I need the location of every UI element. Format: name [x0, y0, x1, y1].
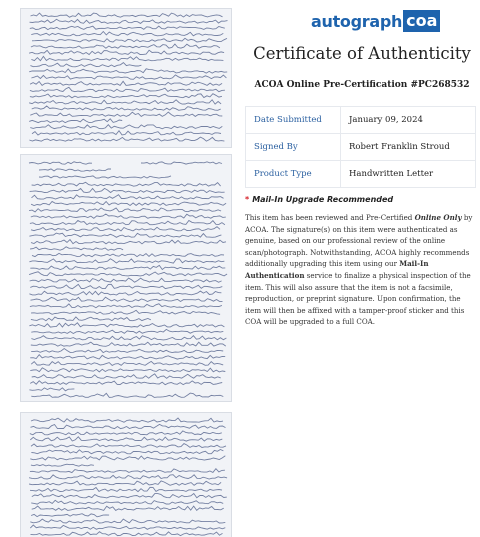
details-table	[245, 106, 476, 188]
handwriting-stroke	[31, 214, 226, 218]
handwriting-stroke	[32, 131, 221, 135]
handwriting-stroke	[31, 297, 223, 301]
handwriting-stroke	[29, 119, 122, 123]
handwriting-stroke	[30, 221, 225, 225]
letter-page-2-image[interactable]	[20, 154, 232, 402]
handwriting-stroke	[30, 278, 222, 282]
handwriting-stroke	[30, 19, 228, 23]
handwriting-stroke	[31, 424, 226, 428]
handwriting-stroke	[31, 44, 220, 48]
handwriting-stroke	[32, 106, 221, 110]
handwriting-stroke	[31, 329, 223, 333]
handwriting-stroke	[39, 176, 171, 178]
letter-page-1-image[interactable]	[20, 8, 232, 148]
handwriting-stroke	[30, 284, 222, 288]
handwriting-stroke	[29, 233, 221, 237]
certificate-title: Certificate of Authenticity	[253, 44, 471, 63]
handwriting-stroke	[30, 188, 225, 192]
upgrade-heading	[245, 195, 393, 204]
handwriting-stroke	[29, 50, 224, 54]
handwriting-stroke	[29, 323, 224, 327]
handwriting-stroke	[30, 469, 225, 473]
handwriting-stroke	[30, 81, 222, 85]
certificate-number: ACOA Online Pre-Certification #PC268532	[254, 80, 470, 90]
autographcoa-logo[interactable]	[311, 10, 440, 32]
handwriting-stroke	[31, 342, 226, 346]
details-label: Product Type	[246, 161, 341, 188]
handwriting-stroke	[29, 162, 92, 164]
letter-page-3-image[interactable]	[20, 412, 232, 537]
handwriting-stroke	[31, 444, 226, 448]
handwriting-stroke	[32, 253, 224, 256]
handwriting-stroke	[30, 368, 225, 372]
details-row-signed-by	[246, 134, 476, 161]
handwriting-stroke	[31, 13, 223, 17]
handwriting-stroke	[31, 393, 223, 397]
upgrade-description	[245, 212, 477, 328]
handwriting-stroke	[30, 431, 222, 435]
handwriting-stroke	[30, 525, 225, 529]
handwriting-stroke	[31, 336, 226, 340]
handwriting-stroke	[29, 272, 227, 276]
handwriting-stroke	[31, 500, 223, 504]
mail-in-link[interactable]: Mail-In Authentication	[245, 259, 429, 280]
handwriting-stroke	[30, 247, 123, 251]
logo-box: coa	[403, 10, 440, 32]
handwriting-stroke	[30, 26, 225, 30]
online-only-emphasis: Online Only	[414, 213, 462, 222]
handwriting-stroke	[31, 532, 223, 536]
handwriting-stroke	[31, 464, 94, 466]
details-value: Handwritten Letter	[341, 161, 476, 188]
handwriting-stroke	[29, 481, 221, 485]
handwriting-stroke	[32, 494, 227, 498]
handwriting-stroke	[30, 437, 222, 441]
handwriting-stroke	[141, 162, 222, 164]
handwriting-stroke	[31, 240, 226, 244]
handwriting-stroke	[32, 506, 224, 510]
handwriting-stroke	[29, 100, 221, 104]
handwriting-stroke	[29, 291, 221, 295]
handwriting-stroke	[31, 227, 220, 231]
handwriting-stroke	[32, 195, 224, 199]
handwriting-stroke	[32, 374, 221, 378]
handwriting-stroke	[30, 381, 222, 385]
desc-text: by ACOA. The signature(s) on this item were authenticated as genuine, based on our professional review of the online scan/photograph. Notwithstanding, ACOA highly recommends additionally upgrading this item using our	[245, 213, 473, 269]
handwriting-stroke	[31, 310, 220, 314]
handwriting-lines	[21, 9, 232, 148]
details-value: January 09, 2024	[341, 107, 476, 134]
details-value: Robert Franklin Stroud	[341, 134, 476, 161]
handwriting-stroke	[30, 519, 225, 523]
handwriting-stroke	[30, 94, 222, 98]
handwriting-stroke	[30, 487, 222, 491]
desc-text: This item has been reviewed and Pre-Certified	[245, 213, 415, 222]
handwriting-stroke	[30, 304, 222, 308]
handwriting-stroke	[31, 349, 223, 353]
handwriting-stroke	[30, 265, 225, 269]
handwriting-stroke	[31, 450, 223, 454]
details-label: Date Submitted	[246, 107, 341, 134]
handwriting-lines	[21, 413, 232, 537]
required-star-icon: *	[245, 195, 250, 204]
handwriting-stroke	[31, 56, 223, 60]
desc-text: service to finalize a physical inspection of the item. This will also assure that the item is not a facsimile, reproduction, or preprint signature. Upon confirmation, the item will then be affixed with a tamper-proof sticker and this COA will be upgraded to a full COA.	[245, 270, 471, 327]
handwriting-stroke	[31, 418, 223, 422]
handwriting-stroke	[30, 87, 225, 91]
handwriting-stroke	[31, 361, 223, 365]
handwriting-lines	[21, 155, 232, 402]
handwriting-stroke	[29, 137, 224, 141]
details-row-product-type	[246, 161, 476, 188]
handwriting-stroke	[29, 388, 74, 391]
handwriting-stroke	[32, 182, 221, 186]
handwriting-stroke	[39, 169, 111, 171]
handwriting-stroke	[31, 514, 109, 517]
handwriting-stroke	[30, 456, 225, 460]
handwriting-stroke	[31, 75, 226, 79]
details-label: Signed By	[246, 134, 341, 161]
handwriting-stroke	[29, 259, 224, 263]
handwriting-stroke	[31, 202, 226, 206]
handwriting-stroke	[30, 63, 141, 67]
letter-scans	[20, 8, 232, 537]
handwriting-stroke	[29, 475, 227, 479]
handwriting-stroke	[31, 317, 151, 321]
handwriting-stroke	[30, 125, 222, 129]
handwriting-stroke	[29, 208, 221, 212]
logo-word: autograph	[311, 11, 403, 31]
handwriting-stroke	[32, 38, 227, 42]
handwriting-stroke	[31, 32, 223, 36]
handwriting-stroke	[30, 112, 222, 116]
handwriting-stroke	[30, 355, 225, 359]
details-row-date	[246, 107, 476, 134]
upgrade-heading-text: Mail-In Upgrade Recommended	[252, 195, 394, 204]
handwriting-stroke	[29, 69, 227, 73]
